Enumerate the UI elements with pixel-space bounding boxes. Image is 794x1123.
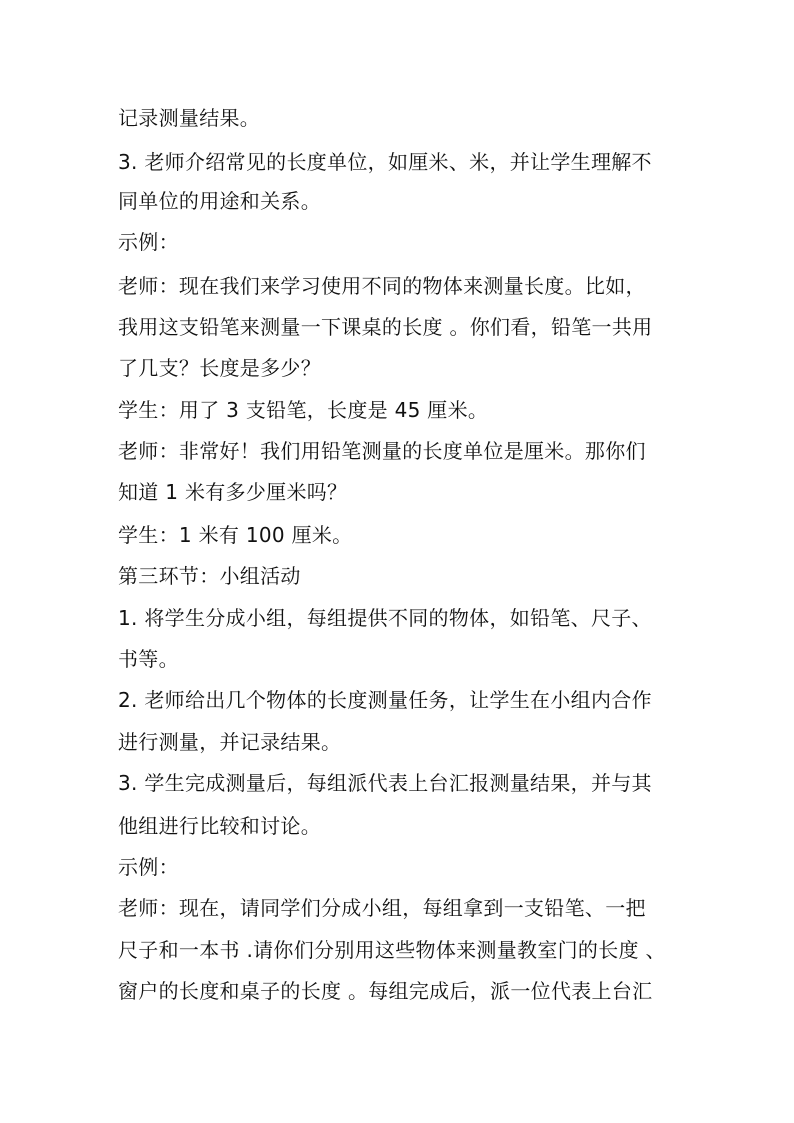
text-line: 他组进行比较和讨论。	[118, 814, 321, 838]
text-line: 知道 1 米有多少厘米吗？	[118, 480, 348, 504]
text-line: 1. 将学生分成小组，每组提供不同的物体，如铅笔、尺子、	[118, 606, 652, 630]
text-line: 老师：现在我们来学习使用不同的物体来测量长度。比如，	[118, 274, 646, 298]
text-line: 老师：非常好！我们用铅笔测量的长度单位是厘米。那你们	[118, 439, 646, 463]
text-line: 同单位的用途和关系。	[118, 189, 321, 213]
text-line: 书等。	[118, 647, 179, 671]
text-line: 示例：	[118, 855, 179, 879]
text-line: 老师：现在，请同学们分成小组，每组拿到一支铅笔、一把	[118, 896, 646, 920]
text-line: 2. 老师给出几个物体的长度测量任务，让学生在小组内合作	[118, 688, 652, 712]
section-heading: 第三环节：小组活动	[118, 564, 301, 588]
text-line: 尺子和一本书 .请你们分别用这些物体来测量教室门的长度 、	[118, 938, 666, 962]
text-line: 示例：	[118, 230, 179, 254]
text-line: 学生：用了 3 支铅笔，长度是 45 厘米。	[118, 398, 489, 422]
text-line: 学生：1 米有 100 厘米。	[118, 523, 353, 547]
text-line: 3. 老师介绍常见的长度单位，如厘米、米，并让学生理解不	[118, 150, 652, 174]
text-line: 记录测量结果。	[118, 106, 261, 130]
text-line: 了几支？长度是多少？	[118, 356, 321, 380]
text-line: 进行测量，并记录结果。	[118, 730, 342, 754]
text-line: 我用这支铅笔来测量一下课桌的长度 。你们看，铅笔一共用	[118, 315, 653, 339]
text-line: 3. 学生完成测量后，每组派代表上台汇报测量结果，并与其	[118, 771, 652, 795]
text-line: 窗户的长度和桌子的长度 。每组完成后，派一位代表上台汇	[118, 979, 653, 1003]
